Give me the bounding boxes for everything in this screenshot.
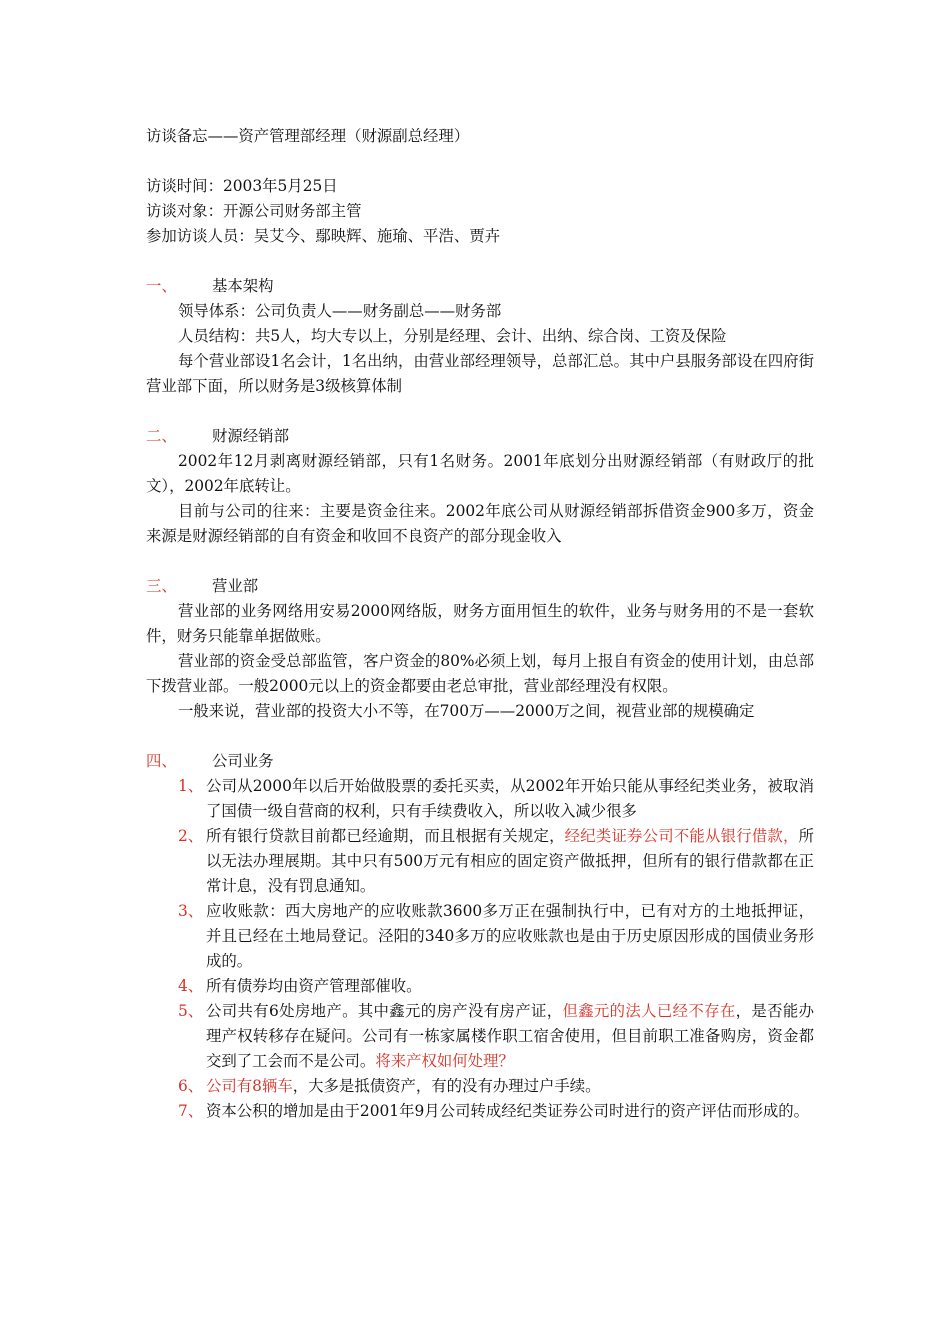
- list-item-text-part: 所有债券均由资产管理部催收。: [206, 977, 422, 995]
- list-item-number: 1、: [178, 777, 204, 795]
- list-item-text: [206, 899, 814, 974]
- section-3-number: 三、: [146, 577, 177, 595]
- list-item-text-part: 应收账款：西大房地产的应收账款3600多万正在强制执行中，已有对方的土地抵押证，并且已经在土地局登记。泾阳的340多万的应收账款也是由于历史原因形成的国债业务形成的。: [206, 902, 814, 970]
- list-item-text-part: ，是否能办理产权转移存在疑问。公司有一栋家属楼作职工宿舍使用，但目前职工准备购房，资金都交到了工会而不是公司。: [206, 1002, 814, 1070]
- list-item: [178, 899, 814, 974]
- list-item: [178, 824, 814, 899]
- list-item: [178, 774, 814, 824]
- section-3-label: 营业部: [212, 577, 259, 595]
- section-3-para-1: 营业部的业务网络用安易2000网络版，财务方面用恒生的软件，业务与财务用的不是一套软件，财务只能靠单据做账。: [146, 602, 814, 645]
- interview-participants: 参加访谈人员：吴艾今、鄢映辉、施瑜、平浩、贾卉: [146, 227, 500, 245]
- section-1-number: 一、: [146, 277, 177, 295]
- interview-subject: 访谈对象：开源公司财务部主管: [146, 202, 362, 220]
- list-item-text-part: 所以无法办理展期。其中只有500万元有相应的固定资产做抵押，但所有的银行借款都在正常计息，没有罚息通知。: [206, 827, 814, 895]
- section-2-heading: [146, 424, 814, 449]
- section-2-para-2: 目前与公司的往来：主要是资金往来。2002年底公司从财源经销部拆借资金900多万，资金来源是财源经销部的自有资金和收回不良资产的部分现金收入: [146, 502, 814, 545]
- document-title: 访谈备忘——资产管理部经理（财源副总经理）: [146, 127, 470, 145]
- section-3-para-2: 营业部的资金受总部监管，客户资金的80%必须上划，每月上报自有资金的使用计划，由总部下拨营业部。一般2000元以上的资金都要由老总审批，营业部经理没有权限。: [146, 652, 814, 695]
- list-item-text-part: 资本公积的增加是由于2001年9月公司转成经纪类证券公司时进行的资产评估而形成的。: [206, 1102, 810, 1120]
- list-item-text: [206, 1074, 814, 1099]
- section-1-para-2: 人员结构：共5人，均大专以上，分别是经理、会计、出纳、综合岗、工资及保险: [178, 327, 727, 345]
- highlighted-text: 将来产权如何处理？: [375, 1052, 514, 1070]
- section-2-label: 财源经销部: [212, 427, 289, 445]
- list-item-number: 2、: [178, 827, 204, 845]
- list-item-number: 5、: [178, 1002, 204, 1020]
- section-4-label: 公司业务: [212, 752, 274, 770]
- list-item-text: [206, 774, 814, 824]
- section-4-heading: [146, 749, 814, 774]
- interview-meta: [146, 174, 814, 249]
- section-2-para-1: 2002年12月剥离财源经销部，只有1名财务。2001年底划分出财源经销部（有财政厅的批文），2002年底转让。: [146, 452, 814, 495]
- list-item: [178, 999, 814, 1074]
- section-4-number: 四、: [146, 752, 177, 770]
- list-item-text: [206, 824, 814, 899]
- list-item-text-part: ，大多是抵债资产，有的没有办理过户手续。: [292, 1077, 601, 1095]
- business-list: [146, 774, 814, 1124]
- section-1-label: 基本架构: [212, 277, 274, 295]
- section-3-heading: [146, 574, 814, 599]
- section-1-heading: [146, 274, 814, 299]
- section-1-para-3: 每个营业部设1名会计，1名出纳，由营业部经理领导，总部汇总。其中户县服务部设在四府街营业部下面，所以财务是3级核算体制: [146, 352, 814, 395]
- list-item-text-part: 所有银行贷款目前都已经逾期，而且根据有关规定，: [206, 827, 565, 845]
- list-item-text: [206, 999, 814, 1074]
- list-item-number: 7、: [178, 1102, 204, 1120]
- list-item-text-part: 公司从2000年以后开始做股票的委托买卖，从2002年开始只能从事经纪类业务，被取消了国债一级自营商的权利，只有手续费收入，所以收入减少很多: [206, 777, 814, 820]
- highlighted-text: 经纪类证券公司不能从银行借款，: [564, 827, 799, 845]
- section-1-para-1: 领导体系：公司负责人——财务副总——财务部: [178, 302, 502, 320]
- section-3-para-3: 一般来说，营业部的投资大小不等，在700万——2000万之间，视营业部的规模确定: [178, 702, 755, 720]
- list-item-number: 4、: [178, 977, 204, 995]
- section-2-number: 二、: [146, 427, 177, 445]
- list-item: [178, 1074, 814, 1099]
- list-item-text-part: 公司共有6处房地产。其中鑫元的房产没有房产证，: [206, 1002, 563, 1020]
- document-body: [146, 124, 814, 1124]
- list-item-number: 3、: [178, 902, 204, 920]
- list-item-text: [206, 974, 814, 999]
- list-item-text: [206, 1099, 814, 1124]
- highlighted-text: 但鑫元的法人已经不存在: [562, 1002, 736, 1020]
- interview-time: 访谈时间：2003年5月25日: [146, 177, 338, 195]
- list-item: [178, 1099, 814, 1124]
- list-item-number: 6、: [178, 1077, 204, 1095]
- list-item: [178, 974, 814, 999]
- highlighted-text: 公司有8辆车: [206, 1077, 293, 1095]
